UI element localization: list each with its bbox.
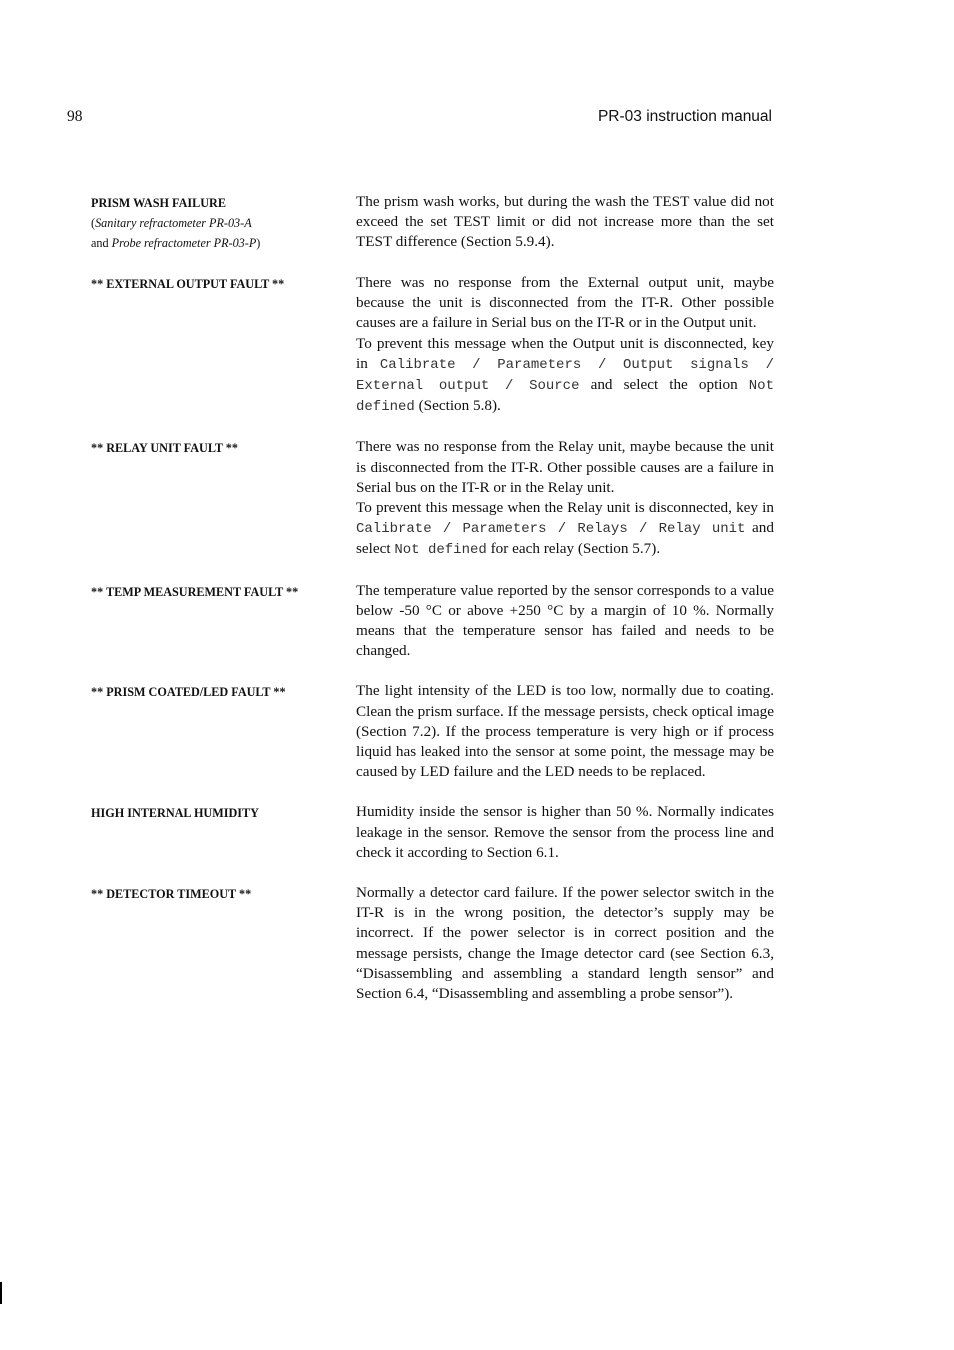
description-paragraph: There was no response from the External output unit, maybe because the unit is disconnected from the IT-R. Other possible causes are a failure in Serial bus on the IT-R or in the Output unit.: [356, 274, 774, 332]
scope-probe: Probe refractometer PR-03-P: [111, 236, 257, 250]
text-run: To prevent this message when the Output unit is disconnected, key in: [356, 334, 774, 372]
message-name: ** RELAY UNIT FAULT **: [91, 441, 238, 456]
message-name: PRISM WASH FAILURE: [91, 196, 226, 210]
entry-description: [356, 681, 774, 782]
description-paragraph: Humidity inside the sensor is higher than 50 %. Normally indicates leakage in the sensor. Remove the sensor from the process line and check it according to Section 6.1.: [356, 803, 774, 861]
entry-prism-wash-failure: [91, 192, 775, 253]
entry-title: [91, 273, 356, 417]
text-run: To prevent this message when the Relay unit is disconnected, key in: [356, 499, 774, 517]
entry-title: [91, 192, 356, 253]
description-paragraph: [356, 498, 774, 561]
running-head: PR-03 instruction manual: [597, 108, 772, 125]
text-run: (Section 5.8).: [414, 397, 501, 415]
message-scope-line-1: [91, 213, 356, 233]
entry-detector-timeout: [91, 883, 775, 1004]
entry-title: [91, 581, 356, 662]
description-paragraph: The light intensity of the LED is too low, normally due to coating. Clean the prism surface. If the message persists, check optical image (Section 7.2). If the process temperature is very high or if process liquid has leaked into the sensor at some point, the message may be caused by LED failure and the LED needs to be replaced.: [356, 682, 774, 781]
message-name: ** DETECTOR TIMEOUT **: [91, 887, 252, 902]
paren-close: ): [256, 236, 261, 250]
entry-description: [356, 581, 774, 662]
entry-description: [356, 273, 774, 417]
message-scope-line-2: [91, 233, 356, 253]
entry-title: [91, 681, 356, 782]
entry-relay-unit-fault: [91, 437, 775, 560]
entry-description: [356, 437, 774, 560]
entry-description: [356, 192, 774, 253]
description-paragraph: [356, 334, 774, 418]
entry-description: [356, 802, 774, 863]
margin-rule: [0, 1282, 2, 1304]
scope-sanitary: Sanitary refractometer PR-03-A: [95, 216, 252, 230]
text-run: for each relay (Section 5.7).: [486, 540, 661, 558]
page-number: 98: [67, 108, 83, 125]
entry-high-internal-humidity: [91, 802, 775, 863]
message-name: ** TEMP MEASUREMENT FAULT **: [91, 584, 299, 599]
entry-prism-coated-led-fault: [91, 681, 775, 782]
menu-path: Calibrate / Parameters / Relays / Relay unit: [356, 521, 746, 538]
scope-and: and: [91, 236, 112, 250]
entry-title: [91, 802, 356, 863]
message-name: HIGH INTERNAL HUMIDITY: [91, 806, 259, 821]
option-value: Not defined: [356, 378, 774, 416]
option-value: Not defined: [394, 542, 487, 559]
entry-temp-measurement-fault: [91, 581, 775, 662]
menu-path: Calibrate / Parameters / Output signals / External output / Source: [356, 356, 774, 395]
description-paragraph: Normally a detector card failure. If the power selector switch in the IT-R is in the wrong position, the detector’s supply may be incorrect. If the power selector is in correct position and the message persists, change the Image detector card (see Section 6.3, “Disassembling and assembling a standard length sensor” and Section 6.4, “Disassembling and assembling a probe sensor”).: [356, 884, 774, 1003]
message-list: [91, 192, 775, 1024]
description-paragraph: There was no response from the Relay unit, maybe because the unit is disconnected from the IT-R. Other possible causes are a failure in Serial bus on the IT-R or in the Relay unit.: [356, 438, 774, 496]
entry-title: [91, 437, 356, 560]
text-run: and select: [356, 519, 774, 558]
entry-external-output-fault: [91, 273, 775, 417]
message-name: ** PRISM COATED/LED FAULT **: [91, 685, 286, 700]
text-run: and select the option: [579, 376, 749, 394]
description-paragraph: The prism wash works, but during the wash the TEST value did not exceed the set TEST limit or did not increase more than the set TEST difference (Section 5.9.4).: [356, 193, 774, 251]
entry-title: [91, 883, 356, 1004]
message-name: ** EXTERNAL OUTPUT FAULT **: [91, 277, 285, 291]
description-paragraph: The temperature value reported by the sensor corresponds to a value below -50 °C or above +250 °C by a margin of 10 %. Normally means that the temperature sensor has failed and needs to be changed.: [356, 581, 774, 660]
paren-open: (: [91, 216, 96, 230]
entry-description: [356, 883, 774, 1004]
